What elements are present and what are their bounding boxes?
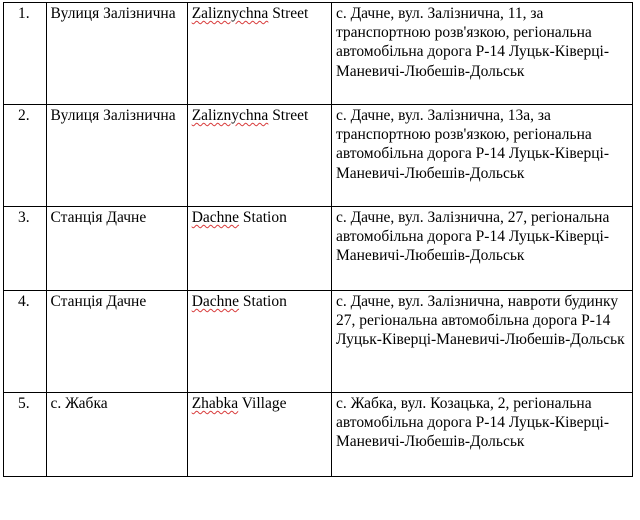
stop-address: с. Дачне, вул. Залізнична, 27, регіональна автомобільна дорога Р-14 Луцьк-Ківерці-Маневичі-Любешів-Дольськ	[331, 207, 632, 291]
table-row	[4, 3, 633, 105]
table-row	[4, 291, 633, 393]
table-row	[4, 393, 633, 477]
stop-name-english-rest: Station	[239, 293, 287, 310]
stop-name-english	[187, 291, 331, 393]
stop-name-ukrainian: Станція Дачне	[46, 207, 187, 291]
stop-name-english-rest: Village	[238, 395, 287, 412]
stop-name-english-main: Dachne	[191, 209, 240, 226]
row-number: 1.	[4, 3, 47, 105]
stop-name-english	[187, 105, 331, 207]
stop-name-english-main: Zhabka	[191, 395, 239, 412]
stop-address: с. Дачне, вул. Залізнична, навроти будинку 27, регіональна автомобільна дорога Р-14 Луцьк-Ківерці-Маневичі-Любешів-Дольськ	[331, 291, 632, 393]
stop-name-english	[187, 393, 331, 477]
stop-name-english	[187, 3, 331, 105]
stop-name-english-main: Zaliznychna	[191, 107, 269, 124]
stop-address: с. Дачне, вул. Залізнична, 13а, за транспортною розв'язкою, регіональна автомобільна дорога Р-14 Луцьк-Ківерці-Маневичі-Любешів-Дольськ	[331, 105, 632, 207]
row-number: 2.	[4, 105, 47, 207]
stop-name-english-main: Zaliznychna	[191, 5, 269, 22]
stop-name-english	[187, 207, 331, 291]
row-number: 5.	[4, 393, 47, 477]
row-number: 4.	[4, 291, 47, 393]
stop-name-ukrainian: Станція Дачне	[46, 291, 187, 393]
stop-name-english-rest: Station	[239, 209, 287, 226]
stop-name-ukrainian: с. Жабка	[46, 393, 187, 477]
stops-table	[3, 2, 633, 477]
stop-name-english-rest: Street	[268, 5, 309, 22]
stop-address: с. Дачне, вул. Залізнична, 11, за транспортною розв'язкою, регіональна автомобільна дорога Р-14 Луцьк-Ківерці-Маневичі-Любешів-Дольськ	[331, 3, 632, 105]
table-row	[4, 105, 633, 207]
stop-address: с. Жабка, вул. Козацька, 2, регіональна автомобільна дорога Р-14 Луцьк-Ківерці-Маневичі-Любешів-Дольськ	[331, 393, 632, 477]
stop-name-english-main: Dachne	[191, 293, 240, 310]
row-number: 3.	[4, 207, 47, 291]
table-row	[4, 207, 633, 291]
stop-name-english-rest: Street	[268, 107, 309, 124]
stop-name-ukrainian: Вулиця Залізнична	[46, 3, 187, 105]
stop-name-ukrainian: Вулиця Залізнична	[46, 105, 187, 207]
